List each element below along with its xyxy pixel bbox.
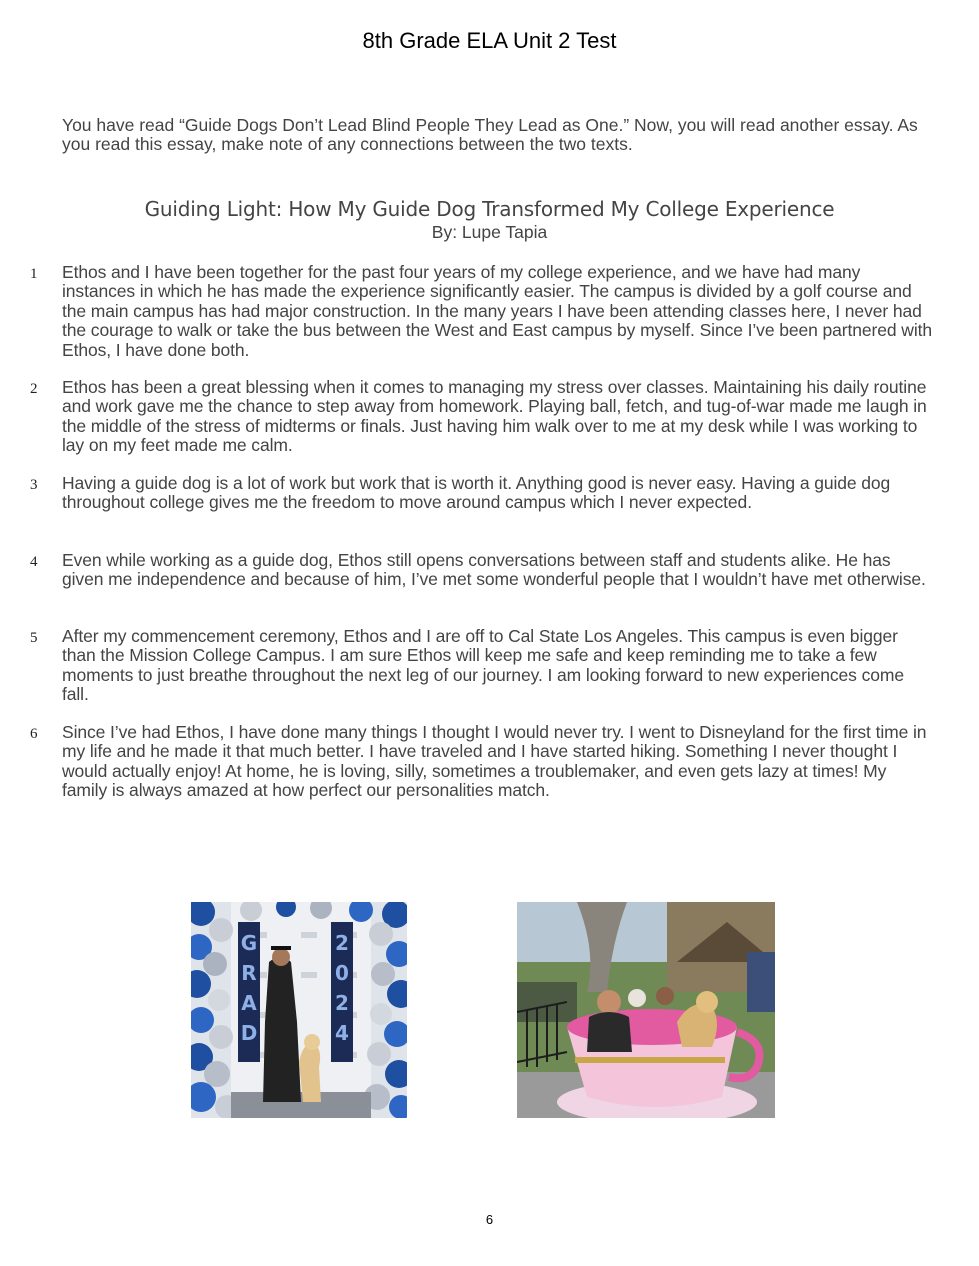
year-digit: 4 <box>335 1021 349 1045</box>
paragraph-number: 6 <box>30 726 38 742</box>
essay-author: By: Lupe Tapia <box>431 222 548 242</box>
paragraph-2 <box>30 377 932 456</box>
paragraph-text: Ethos has been a great blessing when it comes to managing my stress over classes. Maintaining his daily routine and work gave me the chance to step away from homework. Playing ball, fetch, and tug-of-war made me laugh in the middle of the stress of midterms or finals. Just having him walk over to me at my desk while I was working to lay on my feet made me calm. <box>62 377 927 456</box>
paragraph-number: 2 <box>30 381 38 397</box>
paragraph-text: Ethos and I have been together for the past four years of my college experience, and we have had many instances in which he has made the experience significantly easier. The campus is divided by a golf course and the main campus has had major construction. In the many years I have been attending classes here, I never had the courage to walk or take the bus between the West and East campus by myself. Since I’ve been partnered with Ethos, I have done both. <box>62 262 932 360</box>
paragraph-number: 5 <box>30 630 38 646</box>
grad-letter: G <box>240 931 258 955</box>
paragraph-number: 3 <box>30 477 38 493</box>
paragraph-text: After my commencement ceremony, Ethos and I are off to Cal State Los Angeles. This campus is even bigger than the Mission College Campus. I am sure Ethos will keep me safe and keep reminding me to take a few moments to just breathe throughout the next leg of our journey. I am looking forward to new experiences come fall. <box>62 626 904 705</box>
paragraph-number: 1 <box>30 266 38 282</box>
year-digit: 2 <box>335 931 349 955</box>
teacup-ride-photo <box>517 902 775 1118</box>
year-digit: 2 <box>335 991 349 1015</box>
page-number: 6 <box>485 1212 494 1227</box>
paragraph-text: Since I’ve had Ethos, I have done many things I thought I would never try. I went to Disneyland for the first time in my life and he made it that much better. I have traveled and I have started hiking. Something I never thought I would actually enjoy! At home, he is loving, silly, sometimes a troublemaker, and even gets lazy at times! My family is always amazed at how perfect our personalities match. <box>62 722 927 801</box>
paragraph-number: 4 <box>30 554 38 570</box>
grad-letter: D <box>240 1021 258 1045</box>
grad-letter: A <box>241 991 257 1015</box>
year-digit: 0 <box>335 961 349 985</box>
paragraph-5 <box>30 626 932 705</box>
essay-title: Guiding Light: How My Guide Dog Transformed My College Experience <box>144 197 835 221</box>
graduation-photo <box>191 902 407 1118</box>
paragraph-text: Having a guide dog is a lot of work but work that is worth it. Anything good is never easy. Having a guide dog throughout college gives me the freedom to move around campus which I never expected. <box>62 473 891 513</box>
paragraph-4 <box>30 550 932 590</box>
page-title: 8th Grade ELA Unit 2 Test <box>362 28 617 53</box>
paragraph-1 <box>30 262 932 360</box>
intro-text: You have read “Guide Dogs Don’t Lead Blind People They Lead as One.” Now, you will read another essay. As you read this essay, make note of any connections between the two texts. <box>62 115 918 154</box>
grad-letter: R <box>241 961 257 985</box>
paragraph-text: Even while working as a guide dog, Ethos still opens conversations between staff and students alike. He has given me independence and because of him, I’ve met some wonderful people that I wouldn’t have met otherwise. <box>62 550 926 590</box>
teacup-ride-photo-illustration <box>517 902 775 1118</box>
paragraph-3 <box>30 473 932 513</box>
paragraph-6 <box>30 722 932 801</box>
graduation-photo-illustration <box>191 902 407 1118</box>
